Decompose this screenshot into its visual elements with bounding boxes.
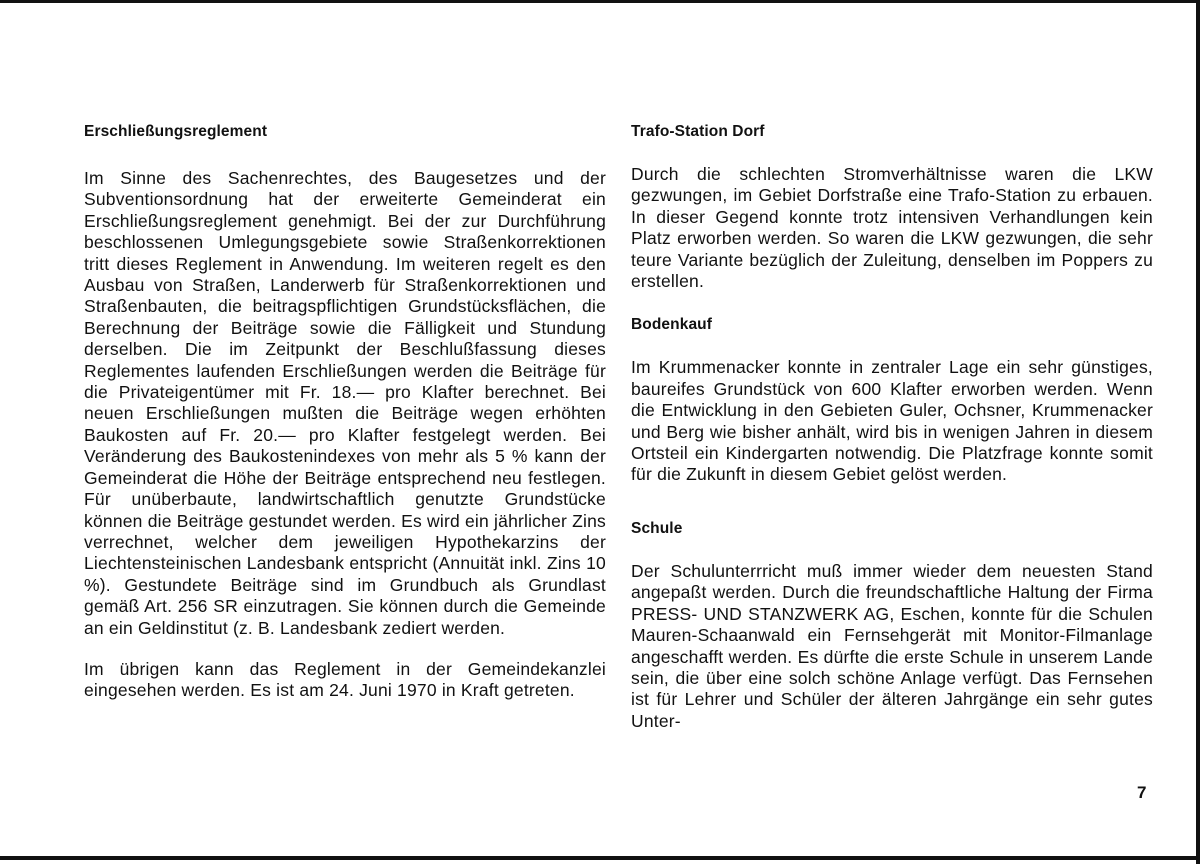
left-column: [84, 121, 606, 702]
section-heading-erschliessungsreglement: Erschließungsreglement: [84, 123, 268, 140]
section-bodenkauf: [631, 314, 1153, 485]
section-text: Durch die schlechten Stromverhältnisse waren die LKW gezwungen, im Gebiet Dorfstraße eine Trafo-Station zu erbauen. In dieser Gegend konnte trotz intensiven Verhandlungen kein Platz erworben werden. So waren die LKW gezwungen, die sehr teure Variante bezüglich der Zuleitung, denselben im Poppers zu erstellen.: [631, 164, 1153, 292]
section-text: Der Schulunterrricht muß immer wieder dem neuesten Stand angepaßt werden. Durch die freundschaftliche Haltung der Firma PRESS- UND STANZWERK AG, Eschen, konnte für die Schulen Mauren-Schaanwald ein Fernsehgerät mit Monitor-Filmanlage angeschafft werden. Es dürfte die erste Schule in unserem Lande sein, die über eine solch schöne Anlage verfügt. Das Fernsehen ist für Lehrer und Schüler der älteren Jahrgänge ein sehr gutes Unter-: [631, 560, 1153, 731]
page-border-top: [0, 0, 1200, 3]
section-heading: Schule: [631, 519, 683, 537]
section-heading: Bodenkauf: [631, 316, 712, 334]
section-trafo-station: [631, 121, 1153, 292]
body-paragraph: Im übrigen kann das Reglement in der Gemeindekanzlei eingesehen werden. Es ist am 24. Juni 1970 in Kraft getreten.: [84, 658, 606, 701]
page-border-bottom: [0, 856, 1200, 860]
section-heading: Trafo-Station Dorf: [631, 123, 765, 140]
right-column: [631, 121, 1153, 732]
page-border-right: [1196, 0, 1200, 864]
section-text: Im Krummenacker konnte in zentraler Lage ein sehr günstiges, baureifes Grundstück von 600 Klafter erworben werden. Wenn die Entwicklung in den Gebieten Guler, Ochsner, Krummenacker und Berg wie bisher anhält, wird bis in wenigen Jahren in diesem Ortsteil ein Kindergarten notwendig. Die Platzfrage konnte somit für die Zukunft in diesem Gebiet gelöst werden.: [631, 357, 1153, 485]
section-schule: [631, 518, 1153, 732]
body-paragraph: Im Sinne des Sachenrechtes, des Baugesetzes und der Subventionsordnung hat der erweiterte Gemeinderat ein Erschließungsreglement genehmigt. Bei der zur Durchführung beschlossenen Umlegungsgebiete sowie Straßenkorrektionen tritt dieses Reglement in Anwendung. Im weiteren regelt es den Ausbau von Straßen, Landerwerb für Straßenkorrektionen und Straßenbauten, die beitragspflichtigen Grundstücksflächen, die Berechnung der Beiträge sowie die Fälligkeit und Stundung derselben. Die im Zeitpunkt der Beschlußfassung dieses Reglementes laufenden Erschließungen werden die Beiträge für die Privateigentümer mit Fr. 18.— pro Klafter berechnet. Bei neuen Erschließungen mußten die Beiträge wegen erhöhten Baukosten auf Fr. 20.— pro Klafter festgelegt werden. Bei Veränderung des Baukostenindexes von mehr als 5 % kann der Gemeinderat die Höhe der Beiträge entsprechend neu festlegen. Für unüberbaute, landwirtschaftlich genutzte Grundstücke können die Beiträge gestundet werden. Es wird ein jährlicher Zins verrechnet, welcher dem jeweiligen Hypothekarzins der Liechtensteinischen Landesbank entspricht (Annuität inkl. Zins 10 %). Gestundete Beiträge sind im Grundbuch als Grundlast gemäß Art. 256 SR einzutragen. Sie können durch die Gemeinde an ein Geldinstitut (z. B. Landesbank zediert werden.: [84, 168, 606, 638]
page-number: 7: [1137, 783, 1147, 802]
